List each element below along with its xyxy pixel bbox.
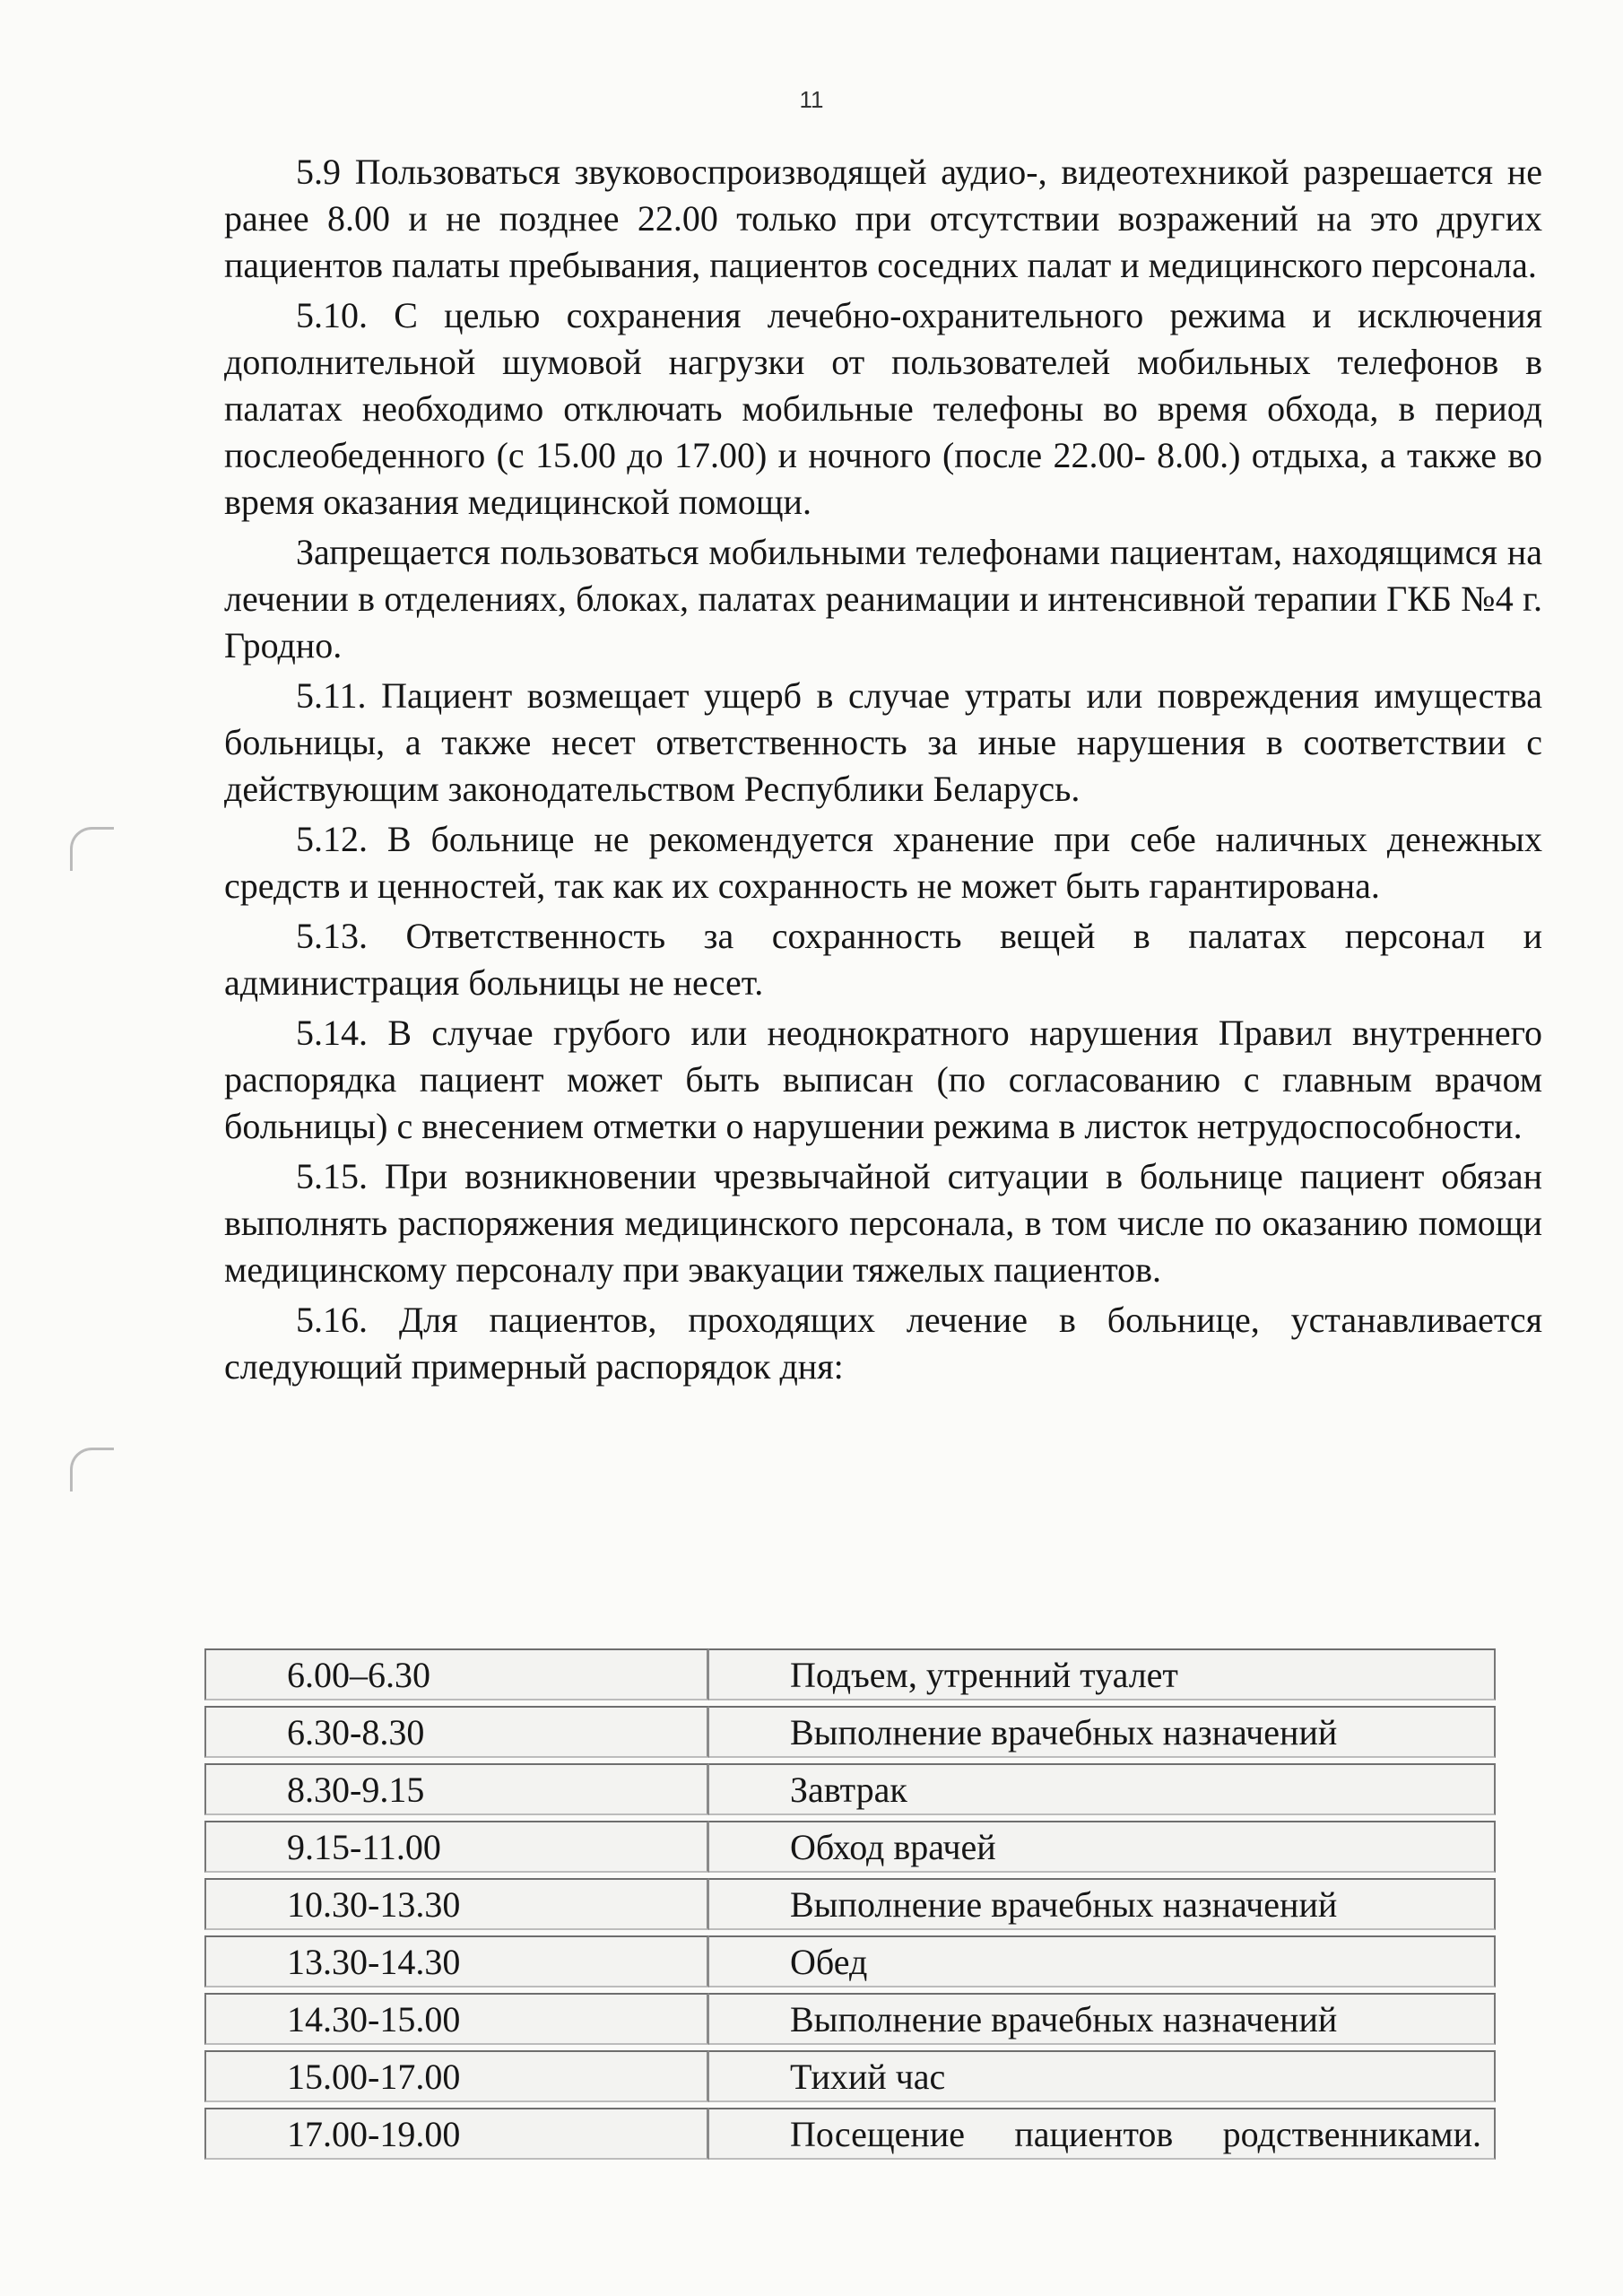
schedule-activity: Обед — [709, 1935, 1496, 1987]
schedule-activity: Выполнение врачебных назначений — [709, 1993, 1496, 2045]
schedule-time: 9.15-11.00 — [204, 1821, 709, 1873]
table-row — [204, 1648, 1496, 1700]
schedule-activity: Тихий час — [709, 2050, 1496, 2102]
paragraph-5-15: 5.15. При возникновении чрезвычайной ситуации в больнице пациент обязан выполнять распоряжения медицинского персонала, в том числе по оказанию помощи медицинскому персоналу при эвакуации тяжелых пациентов. — [224, 1156, 1542, 1290]
table-row — [204, 2108, 1496, 2160]
schedule-time: 8.30-9.15 — [204, 1763, 709, 1815]
schedule-time: 10.30-13.30 — [204, 1878, 709, 1930]
schedule-time: 6.30-8.30 — [204, 1706, 709, 1758]
paragraph-5-11: 5.11. Пациент возмещает ущерб в случае утраты или повреждения имущества больницы, а также несет ответственность за иные нарушения в соответствии с действующим законодательством Республики Беларусь. — [224, 675, 1542, 809]
schedule-time: 13.30-14.30 — [204, 1935, 709, 1987]
schedule-time: 17.00-19.00 — [204, 2108, 709, 2160]
schedule-activity: Посещение пациентов родственниками. — [709, 2108, 1496, 2160]
schedule-time: 6.00–6.30 — [204, 1648, 709, 1700]
table-row — [204, 2050, 1496, 2102]
paragraph-mobile-ban: Запрещается пользоваться мобильными телефонами пациентам, находящимся на лечении в отделениях, блоках, палатах реанимации и интенсивной терапии ГКБ №4 г. Гродно. — [224, 532, 1542, 665]
table-row — [204, 1821, 1496, 1873]
schedule-activity: Завтрак — [709, 1763, 1496, 1815]
daily-schedule-table — [204, 1643, 1496, 2165]
paragraph-5-9: 5.9 Пользоваться звуковоспроизводящей аудио-, видеотехникой разрешается не ранее 8.00 и не позднее 22.00 только при отсутствии возражений на это других пациентов палаты пребывания, пациентов соседних палат и медицинского персонала. — [224, 152, 1542, 285]
punch-hole-mark — [70, 1448, 114, 1492]
table-row — [204, 1706, 1496, 1758]
table-row — [204, 1935, 1496, 1987]
paragraph-5-12: 5.12. В больнице не рекомендуется хранение при себе наличных денежных средств и ценностей, так как их сохранность не может быть гарантирована. — [224, 819, 1542, 906]
schedule-time: 14.30-15.00 — [204, 1993, 709, 2045]
schedule-activity: Обход врачей — [709, 1821, 1496, 1873]
schedule-activity: Выполнение врачебных назначений — [709, 1878, 1496, 1930]
schedule-activity: Выполнение врачебных назначений — [709, 1706, 1496, 1758]
paragraph-5-16: 5.16. Для пациентов, проходящих лечение в больнице, устанавливается следующий примерный распорядок дня: — [224, 1300, 1542, 1387]
table-row — [204, 1763, 1496, 1815]
paragraph-5-14: 5.14. В случае грубого или неоднократного нарушения Правил внутреннего распорядка пациент может быть выписан (по согласованию с главным врачом больницы) с внесением отметки о нарушении режима в листок нетрудоспособности. — [224, 1013, 1542, 1146]
punch-hole-mark — [70, 827, 114, 871]
paragraph-5-13: 5.13. Ответственность за сохранность вещей в палатах персонал и администрация больницы не несет. — [224, 916, 1542, 1003]
paragraph-5-10: 5.10. С целью сохранения лечебно-охранительного режима и исключения дополнительной шумовой нагрузки от пользователей мобильных телефонов в палатах необходимо отключать мобильные телефоны во время обхода, в период послеобеденного (с 15.00 до 17.00) и ночного (после 22.00- 8.00.) отдыха, а также во время оказания медицинской помощи. — [224, 295, 1542, 522]
page-number: 11 — [799, 86, 824, 113]
table-row — [204, 1993, 1496, 2045]
schedule-activity: Подъем, утренний туалет — [709, 1648, 1496, 1700]
table-row — [204, 1878, 1496, 1930]
document-body — [224, 149, 1542, 1394]
schedule-time: 15.00-17.00 — [204, 2050, 709, 2102]
